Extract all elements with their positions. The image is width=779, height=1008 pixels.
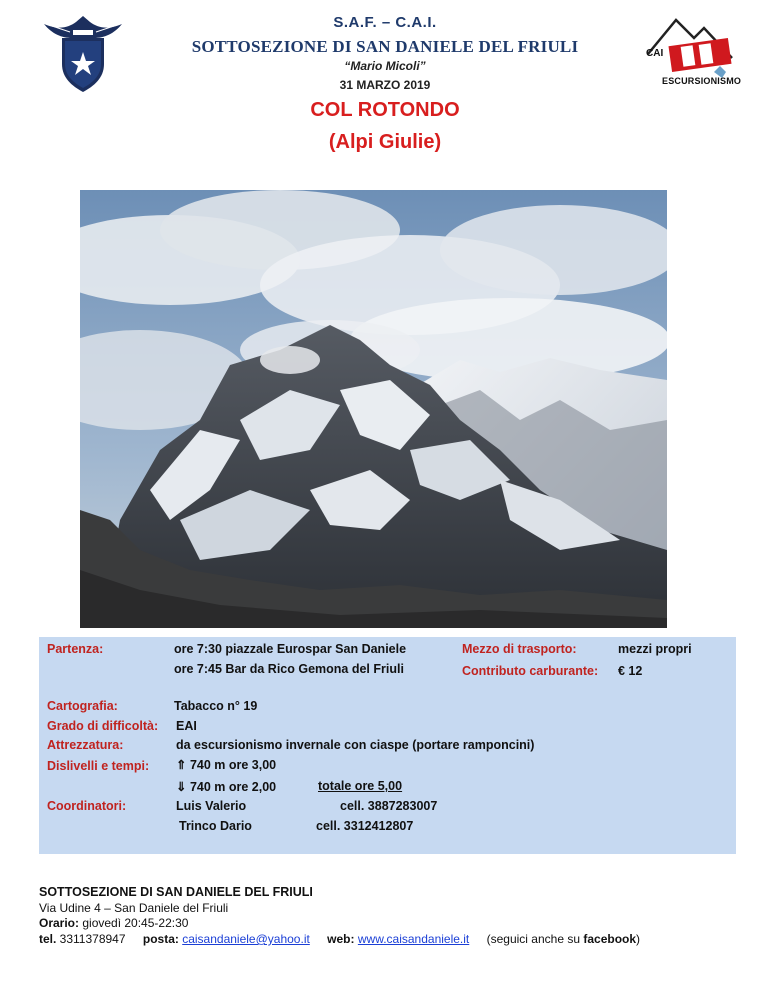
section-name: SOTTOSEZIONE DI SAN DANIELE DEL FRIULI — [191, 37, 579, 56]
social-name: facebook — [583, 932, 637, 946]
footer-address: Via Udine 4 – San Daniele del Friuli — [39, 901, 229, 915]
event-title: COL ROTONDO — [310, 99, 460, 121]
tel-value: 3311378947 — [56, 932, 126, 946]
logo-text-escursionismo: ESCURSIONISMO — [662, 76, 742, 86]
salita-value: ⇑ 740 m ore 3,00 — [176, 758, 277, 772]
social-post: ) — [636, 932, 641, 946]
partenza-1: ore 7:30 piazzale Eurospar San Daniele — [174, 642, 407, 656]
orario-label: Orario: — [39, 916, 80, 930]
email-link[interactable]: caisandaniele@yahoo.it — [182, 932, 310, 946]
dedication: “Mario Micoli” — [344, 59, 426, 73]
tel-label: tel. — [39, 932, 57, 946]
coordinator-2-cell: cell. 3312412807 — [316, 819, 414, 833]
excursion-details-box — [39, 637, 736, 854]
website-link[interactable]: www.caisandaniele.it — [357, 932, 470, 946]
mountain-photo — [80, 190, 667, 628]
coordinatori-label: Coordinatori: — [47, 799, 127, 813]
mezzo-value: mezzi propri — [618, 642, 692, 656]
attrezzatura-value: da escursionismo invernale con ciaspe (portare ramponcini) — [176, 738, 535, 752]
cartografia-value: Tabacco n° 19 — [174, 699, 258, 713]
difficolta-value: EAI — [176, 719, 197, 733]
footer-section-name: SOTTOSEZIONE DI SAN DANIELE DEL FRIULI — [39, 885, 313, 899]
cai-eagle-logo — [40, 14, 126, 94]
social-note — [487, 932, 640, 946]
contributo-value: € 12 — [618, 664, 643, 678]
partenza-label: Partenza: — [47, 642, 104, 656]
contributo-label: Contributo carburante: — [462, 664, 599, 678]
totale-value: totale ore 5,00 — [318, 779, 403, 793]
discesa-value: ⇓ 740 m ore 2,00 — [176, 780, 277, 794]
difficolta-label: Grado di difficoltà: — [47, 719, 159, 733]
event-date: 31 MARZO 2019 — [339, 78, 431, 92]
event-subtitle: (Alpi Giulie) — [328, 131, 442, 153]
orario-value: giovedì 20:45-22:30 — [79, 916, 189, 930]
posta-label: posta: — [142, 932, 179, 946]
coordinator-1-name: Luis Valerio — [176, 799, 247, 813]
cai-escursionismo-logo — [642, 14, 742, 98]
coordinator-2-name: Trinco Dario — [179, 819, 252, 833]
dislivelli-label: Dislivelli e tempi: — [47, 759, 150, 773]
social-pre: (seguici anche su — [486, 932, 584, 946]
footer-orario — [39, 916, 188, 930]
coordinator-1-cell: cell. 3887283007 — [340, 799, 438, 813]
footer-contacts — [39, 932, 640, 946]
web-label: web: — [327, 932, 355, 946]
cartografia-label: Cartografia: — [47, 699, 118, 713]
logo-text-cai: CAI — [646, 48, 664, 59]
attrezzatura-label: Attrezzatura: — [47, 738, 124, 752]
partenza-2: ore 7:45 Bar da Rico Gemona del Friuli — [174, 662, 404, 676]
mezzo-label: Mezzo di trasporto: — [462, 642, 577, 656]
org-name: S.A.F. – C.A.I. — [333, 14, 437, 31]
